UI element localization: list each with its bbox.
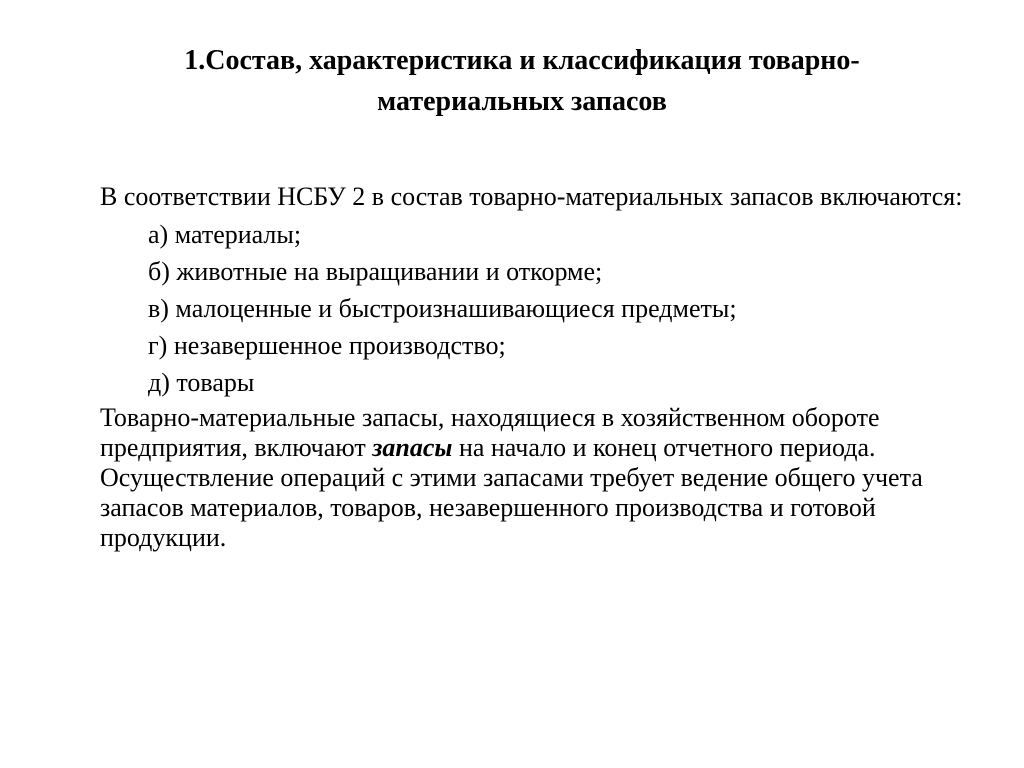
- slide-body: [100, 182, 980, 553]
- title-line-1: 1.Состав, характеристика и классификация товарно-: [184, 45, 860, 76]
- paragraph-text-after: на начало и конец отчетного периода. Осуществление операций с этими запасами требует ведение общего учета запасов материалов, товаров, незавершенного производства и готовой продукции.: [100, 433, 923, 552]
- list-item: д) товары: [148, 368, 255, 397]
- list-item: г) незавершенное производство;: [148, 331, 506, 360]
- title-line-2: материальных запасов: [377, 86, 667, 117]
- list-item: в) малоценные и быстроизнашивающиеся предметы;: [148, 294, 737, 323]
- paragraph-text-before: Товарно-материальные запасы, находящиеся в хозяйственном обороте предприятия, включают: [100, 403, 880, 462]
- list-item: б) животные на выращивании и откорме;: [148, 257, 603, 286]
- intro-text: В соответствии НСБУ 2 в состав товарно-материальных запасов включаются:: [100, 182, 963, 211]
- list-item: а) материалы;: [148, 220, 302, 249]
- description-paragraph: [100, 403, 980, 553]
- inventory-list: [100, 216, 980, 401]
- emphasis-word: запасы: [372, 433, 453, 462]
- slide-title: [60, 40, 984, 122]
